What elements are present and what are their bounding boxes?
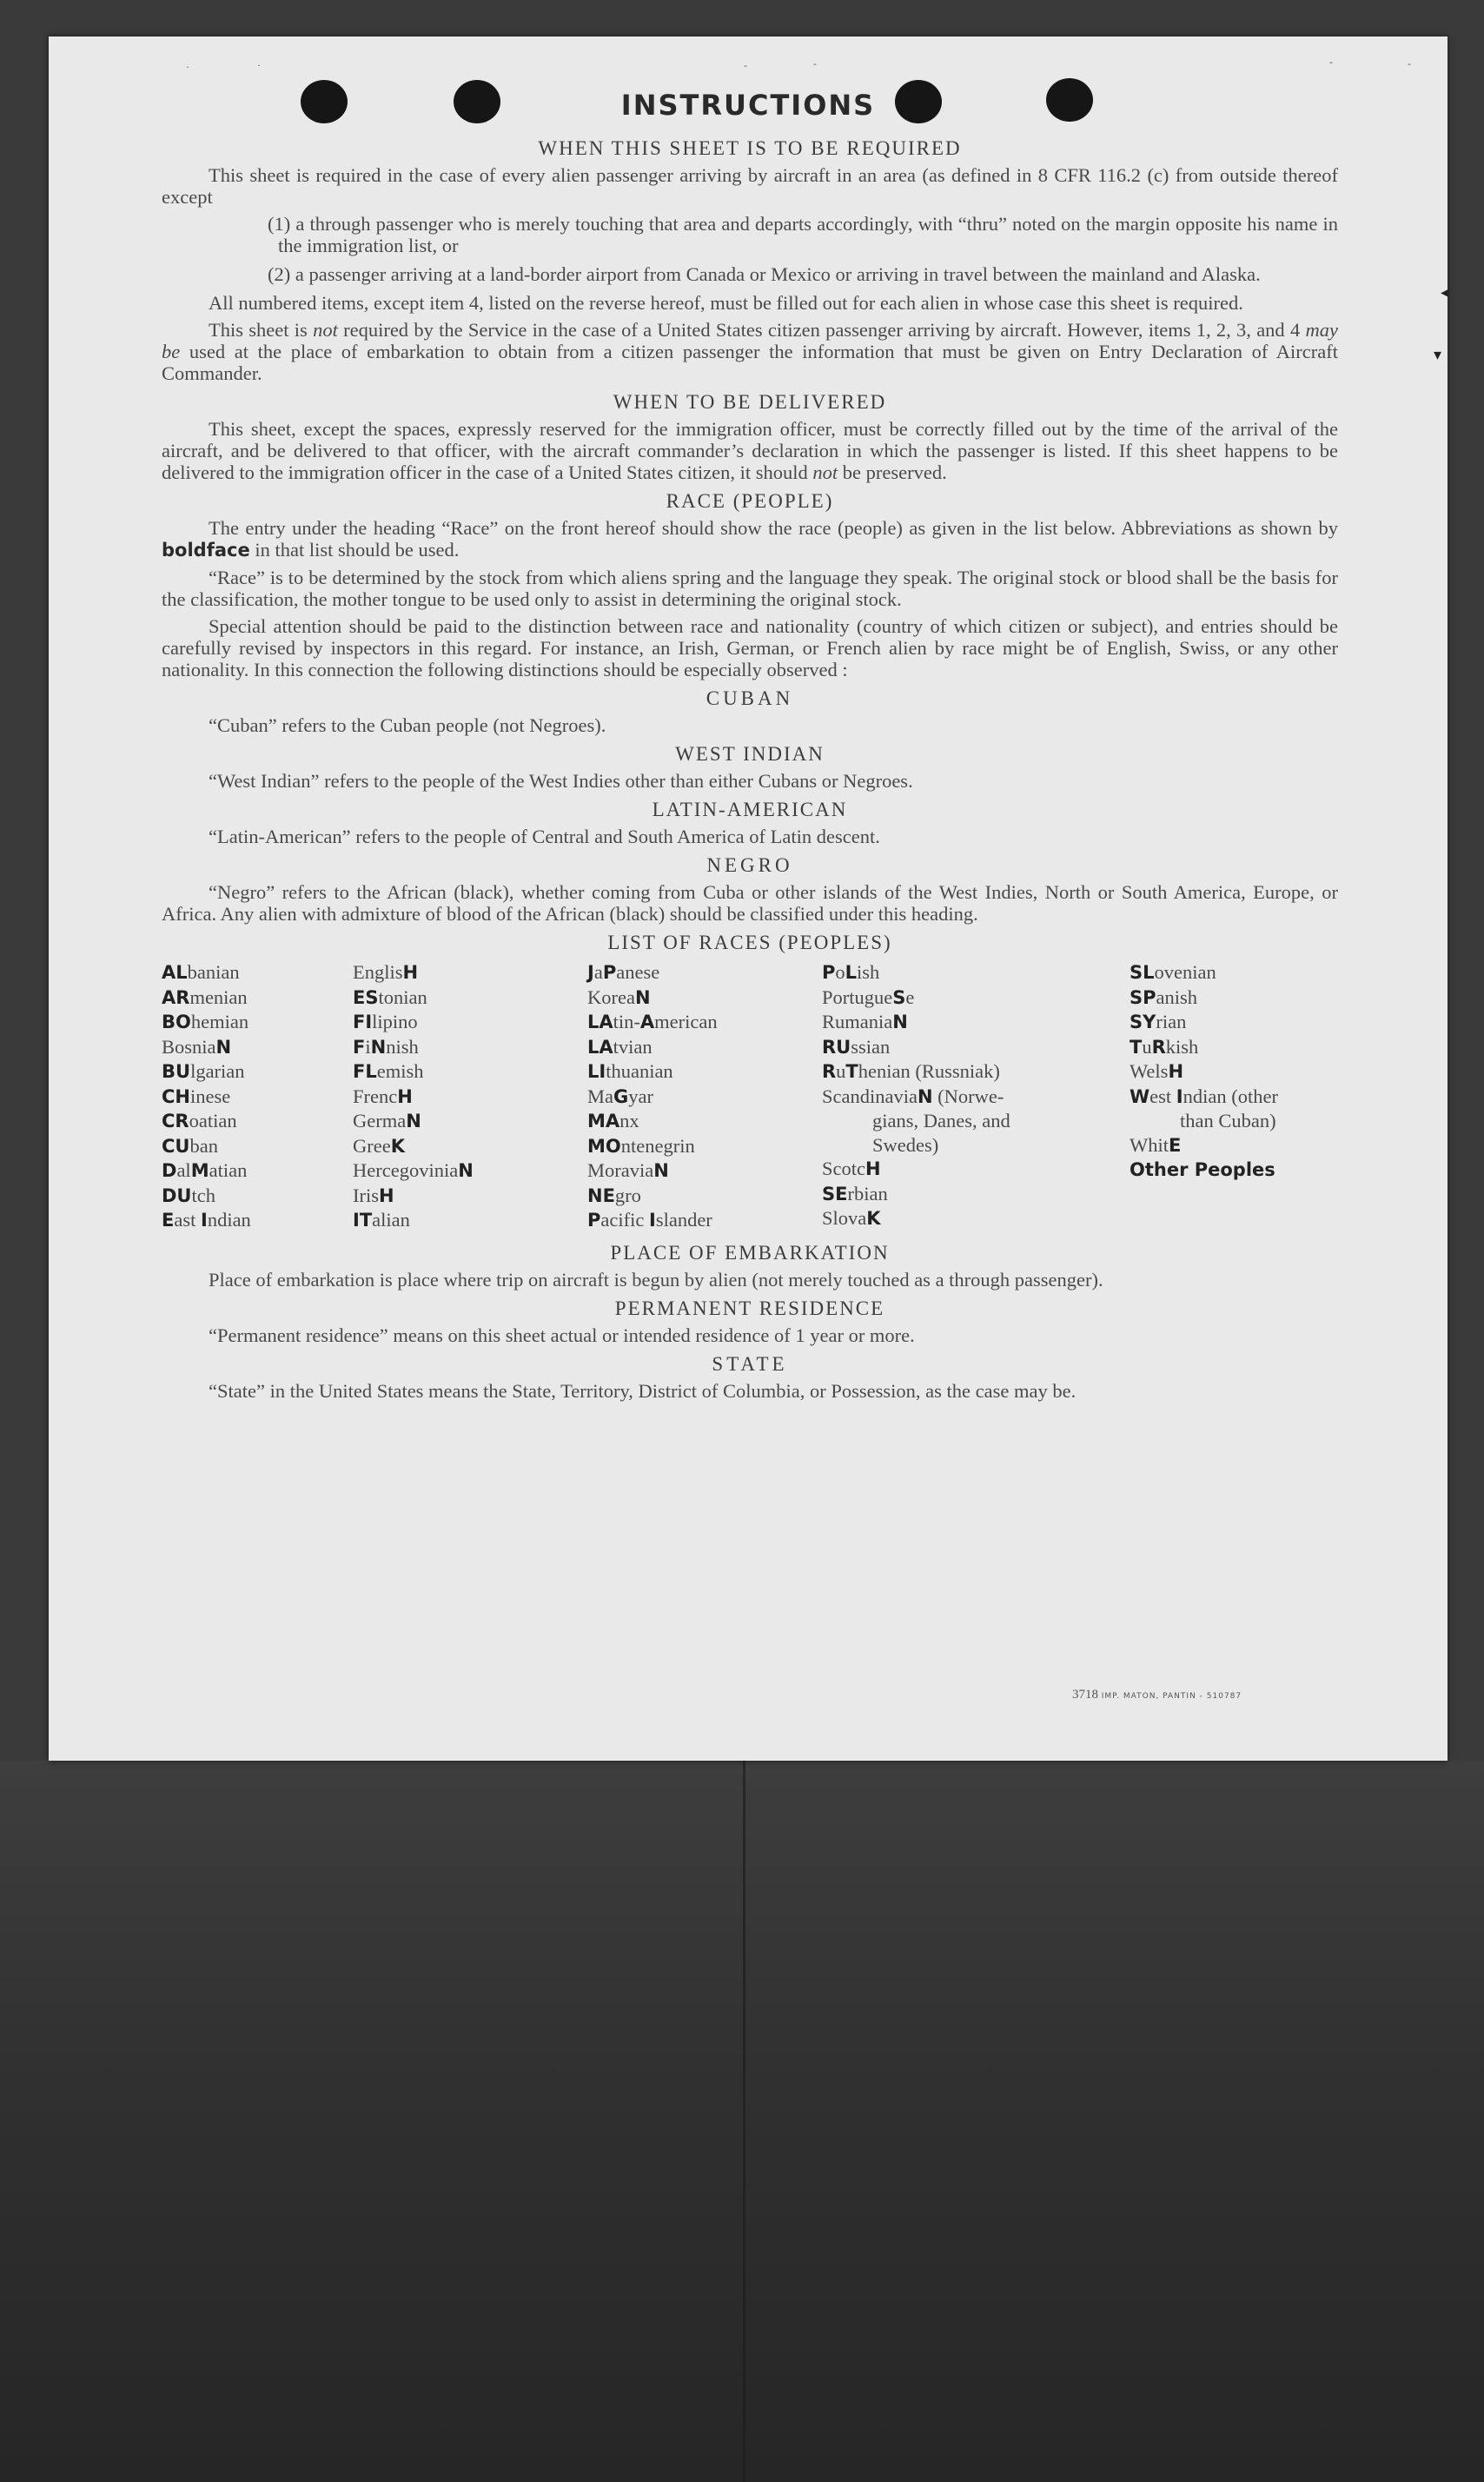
speck: -	[1408, 57, 1411, 70]
speck: -	[744, 59, 747, 71]
race-entry: SLovenian	[1130, 961, 1216, 983]
scanner-background	[0, 1761, 1484, 2482]
race-entry: BosniaN	[162, 1035, 232, 1058]
race-entry: Pacific Islander	[587, 1209, 712, 1231]
races-column-1	[162, 960, 353, 1233]
section-heading-embarkation: PLACE OF EMBARKATION	[610, 1241, 890, 1264]
race-entry: SYrian	[1130, 1011, 1187, 1032]
paragraph: “Cuban” refers to the Cuban people (not Negroes).	[209, 714, 606, 736]
race-entry: GermaN	[353, 1110, 421, 1132]
form-number: 3718	[1072, 1688, 1098, 1702]
race-entry: CUban	[162, 1134, 218, 1157]
races-list	[162, 960, 1338, 1233]
race-entry: GreeK	[353, 1134, 405, 1157]
section-heading-cuban: CUBAN	[706, 687, 794, 709]
page-title: INSTRUCTIONS	[620, 89, 876, 122]
race-entry: LAtin-American	[587, 1011, 718, 1032]
race-entry: ITalian	[353, 1209, 410, 1231]
printer-imprint: IMP. MATON, PANTIN - 510787	[1101, 1692, 1242, 1701]
paragraph: Special attention should be paid to the distinction between race and nationality (country of which citizen or subject), and entries should be carefully revised by inspectors in this regard. For instance, an Irish, German, or French alien by race might be of English, Swiss, or any other nationality. In this connection the following distinctions should be especially observed :	[162, 615, 1338, 680]
race-entry: FLemish	[353, 1060, 424, 1082]
arrow-down-marker-icon: ▾	[1434, 346, 1442, 363]
race-entry: LIthuanian	[587, 1060, 673, 1082]
form-footer	[1072, 1688, 1242, 1702]
section-heading-residence: PERMANENT RESIDENCE	[614, 1297, 885, 1319]
race-entry: CRoatian	[162, 1110, 237, 1132]
race-entry: BUlgarian	[162, 1060, 245, 1082]
race-entry: ARmenian	[162, 986, 248, 1008]
race-entry: MoraviaN	[587, 1159, 669, 1181]
section-heading-race: RACE (PEOPLE)	[666, 490, 834, 512]
section-heading-west-indian: WEST INDIAN	[675, 743, 825, 765]
race-entry: ScandinaviaN (Norwe- gians, Danes, and Swedes)	[822, 1085, 1010, 1156]
race-entry: WhitE	[1130, 1133, 1182, 1156]
race-entry: KoreaN	[587, 986, 651, 1008]
race-entry: CHinese	[162, 1085, 231, 1107]
section-heading-latin-american: LATIN-AMERICAN	[652, 799, 848, 820]
race-entry: LAtvian	[587, 1035, 653, 1058]
race-entry: ALbanian	[162, 961, 240, 983]
paragraph: “State” in the United States means the State, Territory, District of Columbia, or Possession, as the case may be.	[209, 1379, 1077, 1402]
paragraph: This sheet is required in the case of every alien passenger arriving by aircraft in an area (as defined in 8 CFR 116.2 (c) from outside thereof except	[162, 164, 1338, 208]
race-entry: PortugueSe	[822, 986, 915, 1008]
race-entry: FrencH	[353, 1085, 413, 1107]
race-entry: BOhemian	[162, 1011, 249, 1032]
paragraph: “Negro” refers to the African (black), whether coming from Cuba or other islands of the West Indies, North or South America, Europe, or Africa. Any alien with admixture of blood of the African (black) should be classified under this heading.	[162, 881, 1338, 925]
race-entry: WelsH	[1130, 1060, 1184, 1082]
paragraph: All numbered items, except item 4, listed on the reverse hereof, must be filled out for each alien in whose case this sheet is required.	[209, 292, 1243, 314]
races-column-4	[822, 960, 1130, 1233]
section-heading-negro: NEGRO	[706, 854, 793, 876]
paragraph: The entry under the heading “Race” on the front hereof should show the race (people) as given in the list below. Abbreviations as shown by boldface in that list should be used.	[162, 517, 1338, 561]
race-entry: DUtch	[162, 1184, 215, 1206]
race-entry: HercegoviniaN	[353, 1159, 474, 1181]
race-entry: EnglisH	[353, 961, 419, 983]
paragraph: Place of embarkation is place where trip on aircraft is begun by alien (not merely touched as a through passenger).	[209, 1268, 1103, 1291]
list-item: (2) a passenger arriving at a land-border airport from Canada or Mexico or arriving in travel between the mainland and Alaska.	[268, 263, 1261, 285]
race-entry: MaGyar	[587, 1085, 653, 1107]
race-entry: IrisH	[353, 1184, 394, 1206]
race-entry: ScotcH	[822, 1158, 881, 1179]
paragraph: This sheet, except the spaces, expressly reserved for the immigration officer, must be correctly filled out by the time of the arrival of the aircraft, and be delivered to that officer, with the aircraft commander’s declaration in which the passenger is listed. If this sheet happens to be delivered to the immigration officer in the case of a United States citizen, it should not be preserved.	[162, 418, 1338, 483]
races-column-3	[587, 960, 822, 1233]
section-heading-delivered: WHEN TO BE DELIVERED	[613, 391, 887, 413]
race-entry: TuRkish	[1130, 1035, 1199, 1058]
speck: -	[813, 57, 817, 70]
list-item: (1) a through passenger who is merely touching that area and departs accordingly, with “thru” noted on the margin opposite his name in the immigration list, or	[268, 213, 1338, 256]
section-heading-list: LIST OF RACES (PEOPLES)	[607, 932, 892, 953]
speck: ·	[257, 59, 261, 71]
race-entry: DalMatian	[162, 1159, 248, 1181]
race-entry: MOntenegrin	[587, 1134, 695, 1157]
race-entry: FIlipino	[353, 1011, 418, 1032]
race-entry: East Indian	[162, 1209, 251, 1231]
race-entry: West Indian (other than Cuban)	[1130, 1085, 1278, 1132]
race-entry: EStonian	[353, 986, 427, 1008]
speck: ·	[186, 61, 189, 73]
speck: -	[1329, 56, 1333, 68]
race-entry: JaPanese	[587, 961, 660, 983]
paragraph: “Race” is to be determined by the stock from which aliens spring and the language they speak. The original stock or blood shall be the basis for the classification, the mother tongue to be used only to assist in determining the original stock.	[162, 567, 1338, 610]
race-entry: MAnx	[587, 1110, 639, 1132]
paragraph: “Latin-American” refers to the people of Central and South America of Latin descent.	[209, 826, 880, 847]
paragraph: “West Indian” refers to the people of the West Indies other than either Cubans or Negroes.	[209, 770, 913, 792]
race-entry: RUssian	[822, 1035, 891, 1058]
fold-line	[743, 1761, 745, 2482]
paragraph: “Permanent residence” means on this sheet actual or intended residence of 1 year or more.	[209, 1324, 915, 1346]
paragraph: This sheet is not required by the Service in the case of a United States citizen passenger arriving by aircraft. However, items 1, 2, 3, and 4 may be used at the place of embarkation to obtain from a citizen passenger the information that must be given on Entry Declaration of Aircraft Commander.	[162, 319, 1338, 384]
arrow-left-marker-icon: ◂	[1441, 283, 1449, 301]
race-entry: Other Peoples	[1130, 1159, 1275, 1180]
section-heading-required: WHEN THIS SHEET IS TO BE REQUIRED	[538, 137, 962, 159]
race-entry: SPanish	[1130, 986, 1198, 1008]
race-entry: RuThenian (Russniak)	[822, 1060, 1000, 1082]
race-entry: PoLish	[822, 961, 880, 983]
race-entry: SlovaK	[822, 1207, 881, 1229]
instructions-body	[162, 130, 1338, 1407]
race-entry: RumaniaN	[822, 1011, 908, 1032]
race-entry: FiNnish	[353, 1035, 419, 1058]
section-heading-state: STATE	[712, 1352, 788, 1375]
races-column-2	[353, 960, 587, 1233]
races-column-5	[1130, 960, 1338, 1233]
race-entry: SErbian	[822, 1182, 888, 1204]
race-entry: NEgro	[587, 1184, 641, 1206]
document-page	[49, 36, 1448, 1761]
